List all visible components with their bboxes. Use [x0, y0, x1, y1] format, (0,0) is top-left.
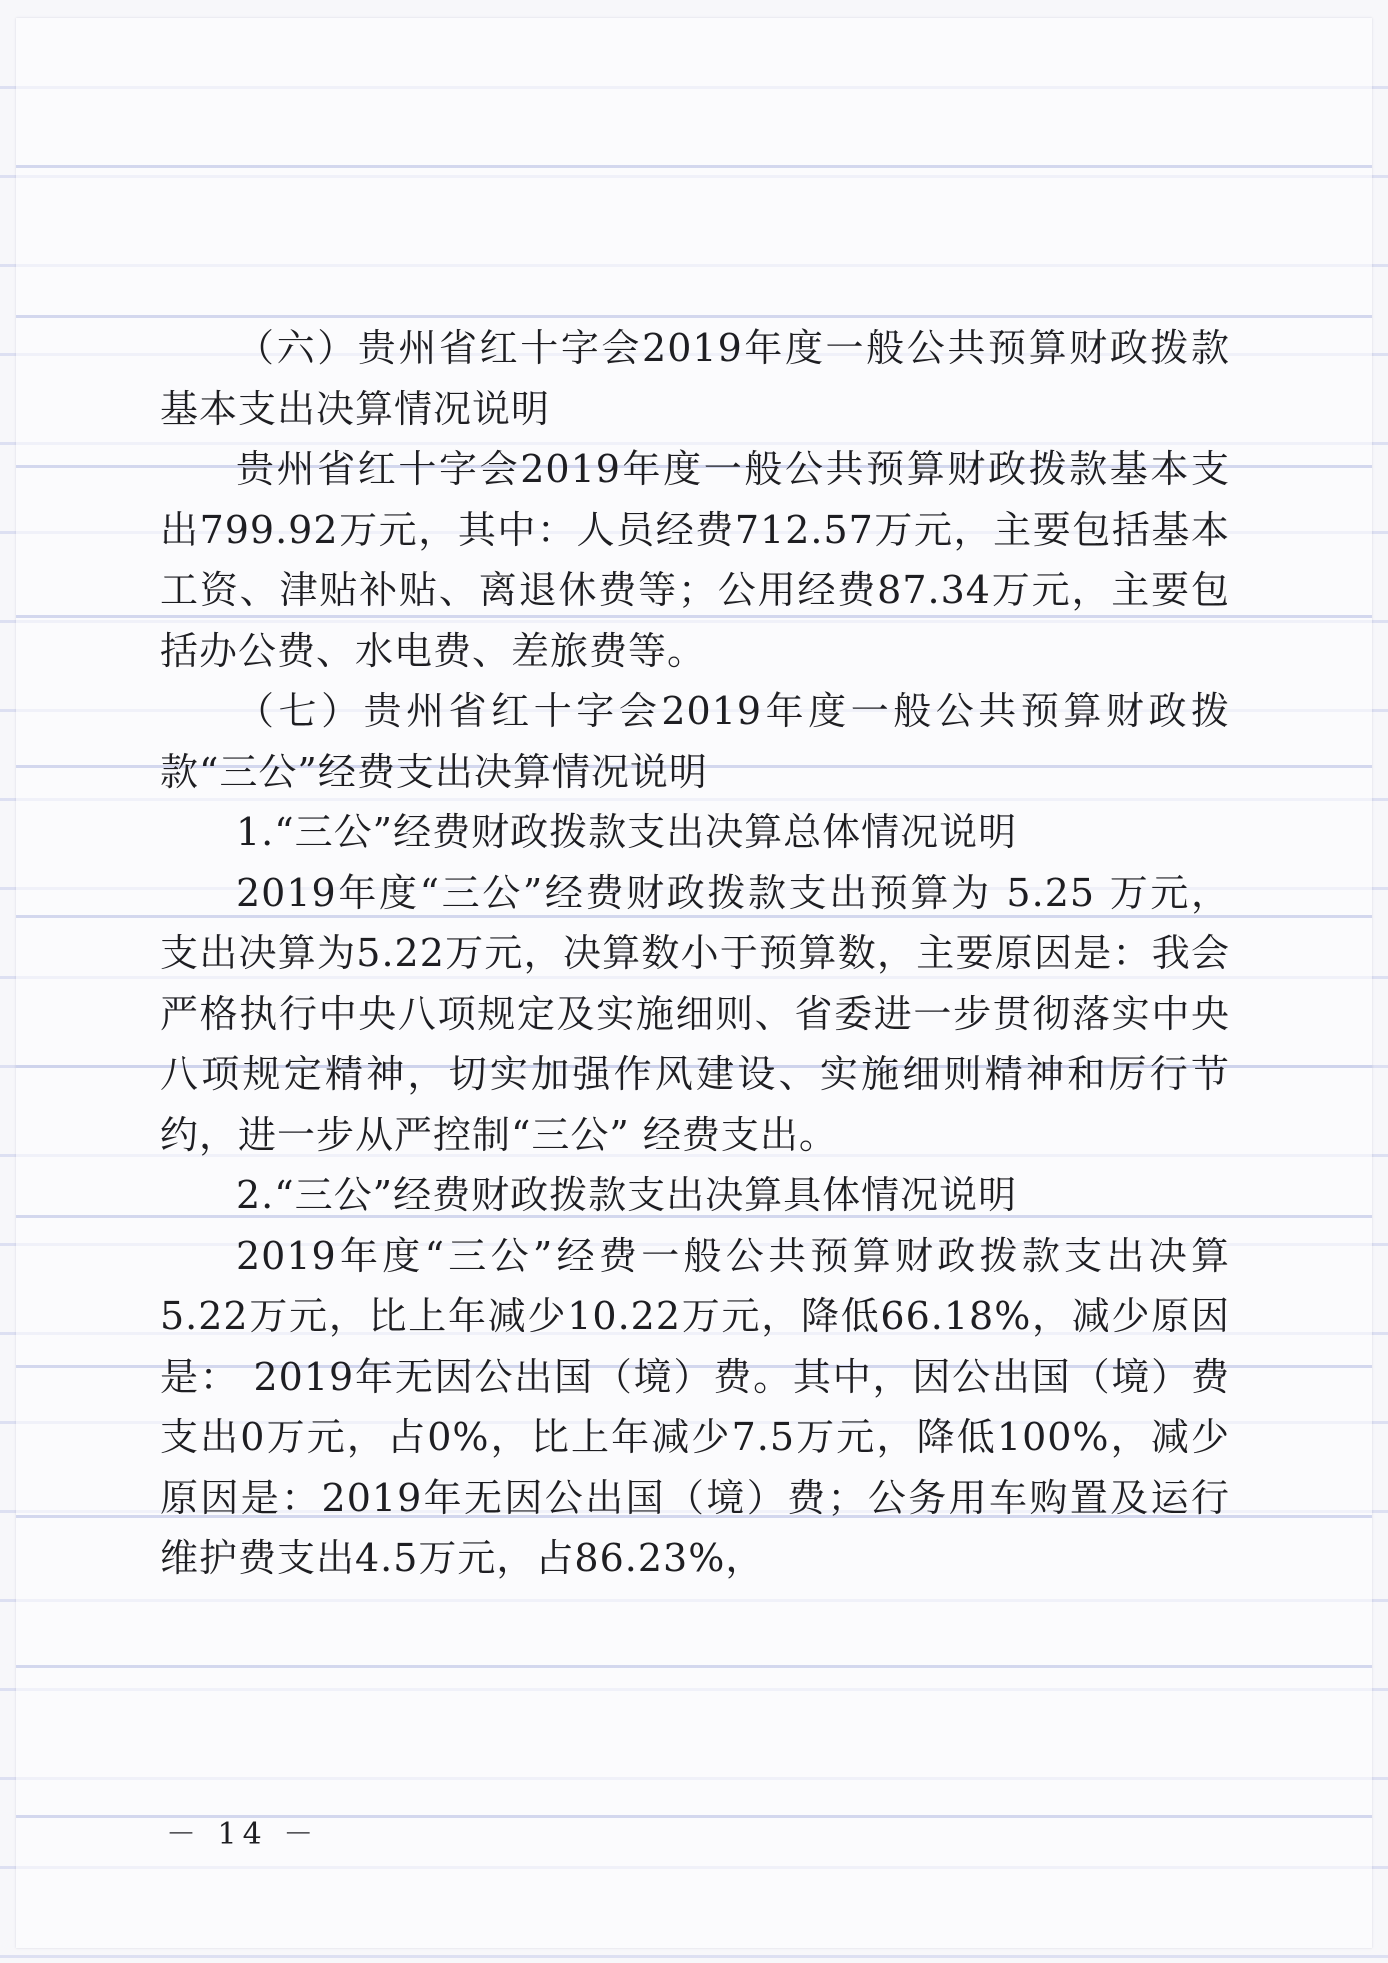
paragraph-specific: 2019年度“三公”经费一般公共预算财政拨款支出决算5.22万元，比上年减少10.22万元，降低66.18%，减少原因是： 2019年无因公出国（境）费。其中，因公出国（境）费支出0万元，占0%，比上年减少7.5万元，降低100%，减少原因是：2019年无因公出国（境）费；公务用车购置及运行维护费支出4.5万元，占86.23%，: [160, 1233, 1230, 1580]
page-number: － 14 －: [166, 1817, 320, 1852]
section-heading-six: （六）贵州省红十字会2019年度一般公共预算财政拨款基本支出决算情况说明: [160, 326, 1230, 431]
paragraph-overall: 2019年度“三公”经费财政拨款支出预算为 5.25 万元，支出决算为5.22万元，决算数小于预算数，主要原因是：我会严格执行中央八项规定及实施细则、省委进一步贯彻落实中央八项规定精神，切实加强作风建设、实施细则精神和厉行节约，进一步从严控制“三公” 经费支出。: [160, 870, 1230, 1157]
document-body: [160, 318, 1230, 1589]
subheading-overall: 1.“三公”经费财政拨款支出决算总体情况说明: [236, 810, 1018, 854]
paragraph-basic-expenditure: 贵州省红十字会2019年度一般公共预算财政拨款基本支出799.92万元，其中：人员经费712.57万元，主要包括基本工资、津贴补贴、离退休费等；公用经费87.34万元，主要包括办公费、水电费、差旅费等。: [160, 447, 1230, 673]
section-heading-seven: （七）贵州省红十字会2019年度一般公共预算财政拨款“三公”经费支出决算情况说明: [160, 689, 1230, 794]
subheading-specific: 2.“三公”经费财政拨款支出决算具体情况说明: [236, 1173, 1018, 1217]
